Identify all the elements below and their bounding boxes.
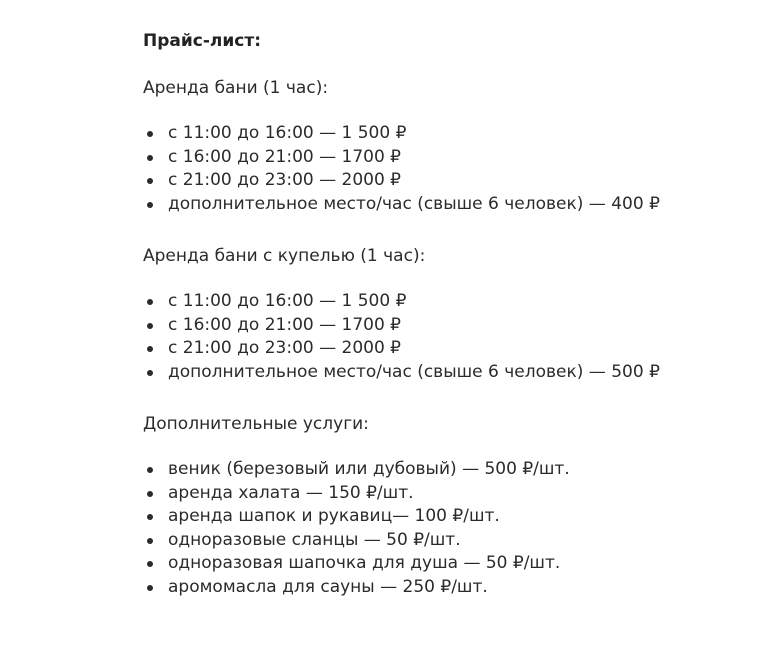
- list-item-text: дополнительное место/час (свыше 6 человек) — 500 ₽: [168, 361, 660, 382]
- bullet-icon: [147, 202, 153, 208]
- list-item: [143, 576, 753, 600]
- section-sauna-with-plunge-pool: [143, 244, 753, 384]
- list-item: [143, 193, 753, 217]
- list-item-text: аромомасла для сауны — 250 ₽/шт.: [168, 576, 488, 597]
- price-list-content: [143, 29, 753, 627]
- list-item: [143, 122, 753, 146]
- bullet-icon: [147, 370, 153, 376]
- list-item: [143, 552, 753, 576]
- price-list: [143, 458, 753, 599]
- page-title: Прайс-лист:: [143, 31, 262, 51]
- list-item: [143, 482, 753, 506]
- section-sauna-rental: [143, 76, 753, 216]
- bullet-icon: [147, 155, 153, 161]
- list-item-text: аренда халата — 150 ₽/шт.: [168, 482, 414, 503]
- list-item-text: с 21:00 до 23:00 — 2000 ₽: [168, 338, 401, 358]
- list-item: [143, 290, 753, 314]
- list-item-text: с 11:00 до 16:00 — 1 500 ₽: [168, 291, 407, 311]
- list-item: [143, 169, 753, 193]
- price-list: [143, 122, 753, 216]
- bullet-icon: [147, 561, 153, 567]
- list-item-text: одноразовая шапочка для душа — 50 ₽/шт.: [168, 553, 561, 573]
- list-item-text: с 16:00 до 21:00 — 1700 ₽: [168, 314, 401, 335]
- bullet-icon: [147, 299, 153, 305]
- list-item-text: дополнительное место/час (свыше 6 человек) — 400 ₽: [168, 193, 660, 214]
- list-item-text: с 11:00 до 16:00 — 1 500 ₽: [168, 123, 407, 143]
- price-list: [143, 290, 753, 384]
- list-item-text: с 21:00 до 23:00 — 2000 ₽: [168, 170, 401, 190]
- list-item-text: веник (березовый или дубовый) — 500 ₽/шт.: [168, 459, 570, 479]
- bullet-icon: [147, 538, 153, 544]
- section-heading: Аренда бани с купелью (1 час):: [143, 246, 426, 266]
- list-item-text: одноразовые сланцы — 50 ₽/шт.: [168, 529, 461, 550]
- section-heading: Аренда бани (1 час):: [143, 78, 329, 98]
- list-item: [143, 505, 753, 529]
- bullet-icon: [147, 467, 153, 473]
- list-item: [143, 314, 753, 338]
- bullet-icon: [147, 491, 153, 497]
- list-item: [143, 146, 753, 170]
- list-item: [143, 458, 753, 482]
- section-heading: Дополнительные услуги:: [143, 414, 369, 434]
- bullet-icon: [147, 178, 153, 184]
- bullet-icon: [147, 323, 153, 329]
- list-item-text: с 16:00 до 21:00 — 1700 ₽: [168, 146, 401, 167]
- bullet-icon: [147, 514, 153, 520]
- bullet-icon: [147, 585, 153, 591]
- bullet-icon: [147, 131, 153, 137]
- bullet-icon: [147, 346, 153, 352]
- list-item: [143, 361, 753, 385]
- list-item-text: аренда шапок и рукавиц— 100 ₽/шт.: [168, 506, 500, 526]
- list-item: [143, 529, 753, 553]
- section-additional-services: [143, 412, 753, 599]
- list-item: [143, 337, 753, 361]
